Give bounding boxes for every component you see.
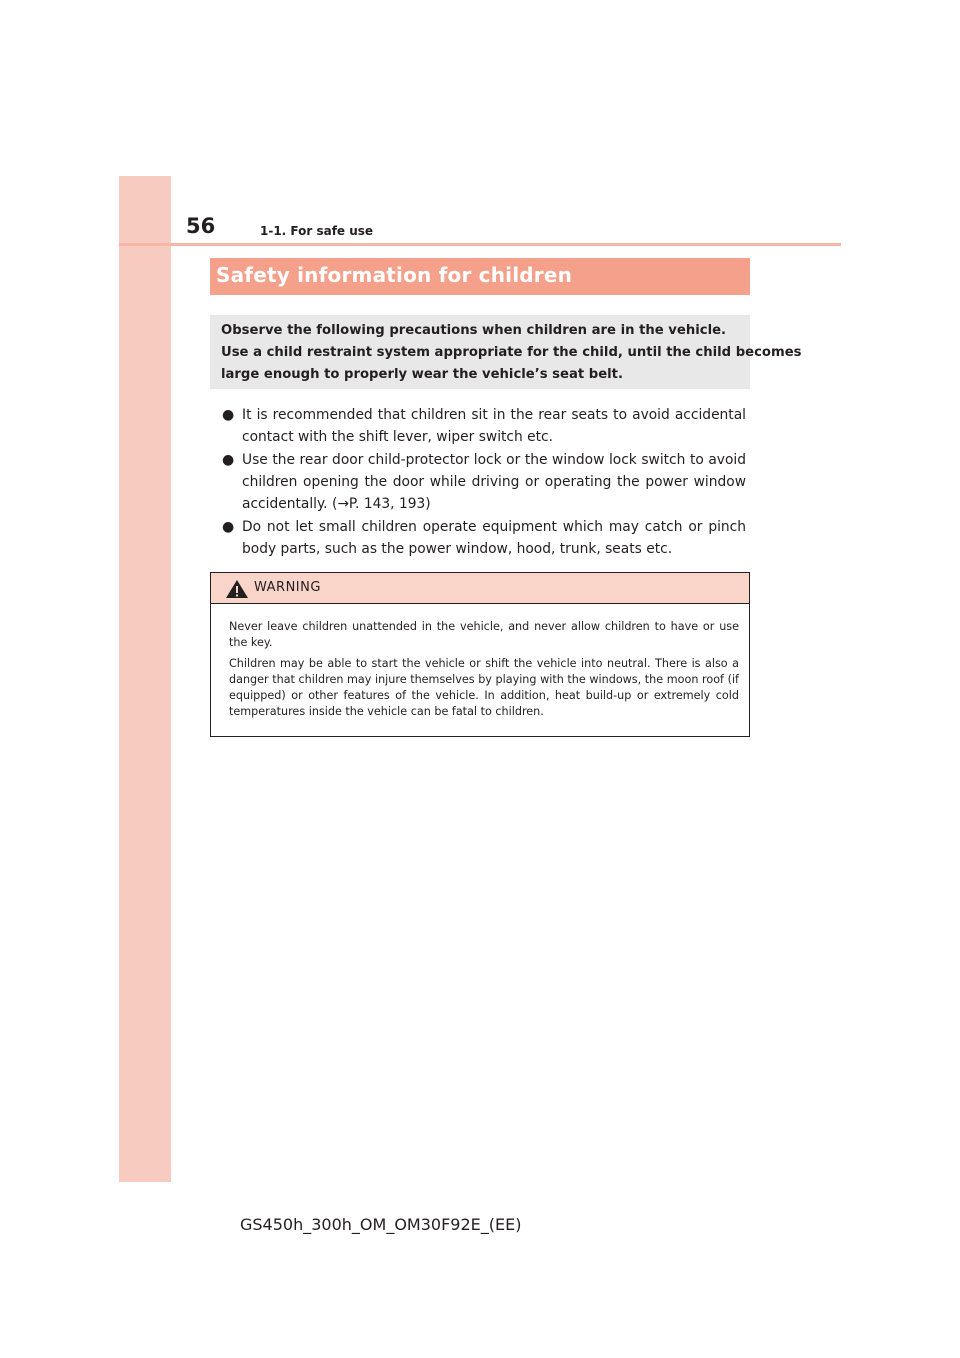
warning-triangle-icon — [225, 579, 249, 599]
warning-label: WARNING — [254, 580, 321, 595]
warning-header — [211, 573, 749, 604]
bullet-icon: ● — [222, 519, 235, 535]
warning-paragraph: Children may be able to start the vehicle or shift the vehicle into neutral. There is also a danger that children may injure themselves by playing with the windows, the moon roof (if equipped) or other features of the vehicle. In addition, heat build-up or extremely cold temperatures inside the vehicle can be fatal to children. — [229, 657, 739, 718]
bullet-list — [222, 404, 746, 561]
warning-paragraph: Never leave children unattended in the vehicle, and never allow children to have or use the key. — [229, 620, 739, 649]
bullet-icon: ● — [222, 452, 235, 468]
warning-box — [210, 572, 750, 737]
document-code: GS450h_300h_OM_OM30F92E_(EE) — [240, 1215, 522, 1234]
header-divider — [119, 243, 841, 246]
page-number: 56 — [186, 214, 216, 238]
bullet-text: It is recommended that children sit in the rear seats to avoid accidental contact with the shift lever, wiper switch etc. — [242, 407, 746, 445]
warning-body — [211, 604, 749, 720]
title-bar — [210, 258, 750, 295]
intro-line: large enough to properly wear the vehicle’s seat belt. — [221, 367, 623, 382]
side-tab-bar — [119, 176, 171, 1182]
bullet-icon: ● — [222, 407, 235, 423]
intro-line: Observe the following precautions when children are in the vehicle. — [221, 323, 727, 338]
intro-line: Use a child restraint system appropriate for the child, until the child becomes — [221, 345, 802, 360]
intro-box — [210, 315, 802, 389]
section-heading: 1-1. For safe use — [260, 224, 374, 238]
bullet-item — [222, 516, 746, 560]
bullet-item — [222, 404, 746, 448]
bullet-text: Use the rear door child-protector lock or the window lock switch to avoid children opening the door while driving or operating the power window accidentally. (→P. 143, 193) — [242, 452, 746, 512]
bullet-text: Do not let small children operate equipment which may catch or pinch body parts, such as the power window, hood, trunk, seats etc. — [242, 519, 746, 557]
page-title: Safety information for children — [216, 263, 573, 287]
bullet-item — [222, 449, 746, 515]
